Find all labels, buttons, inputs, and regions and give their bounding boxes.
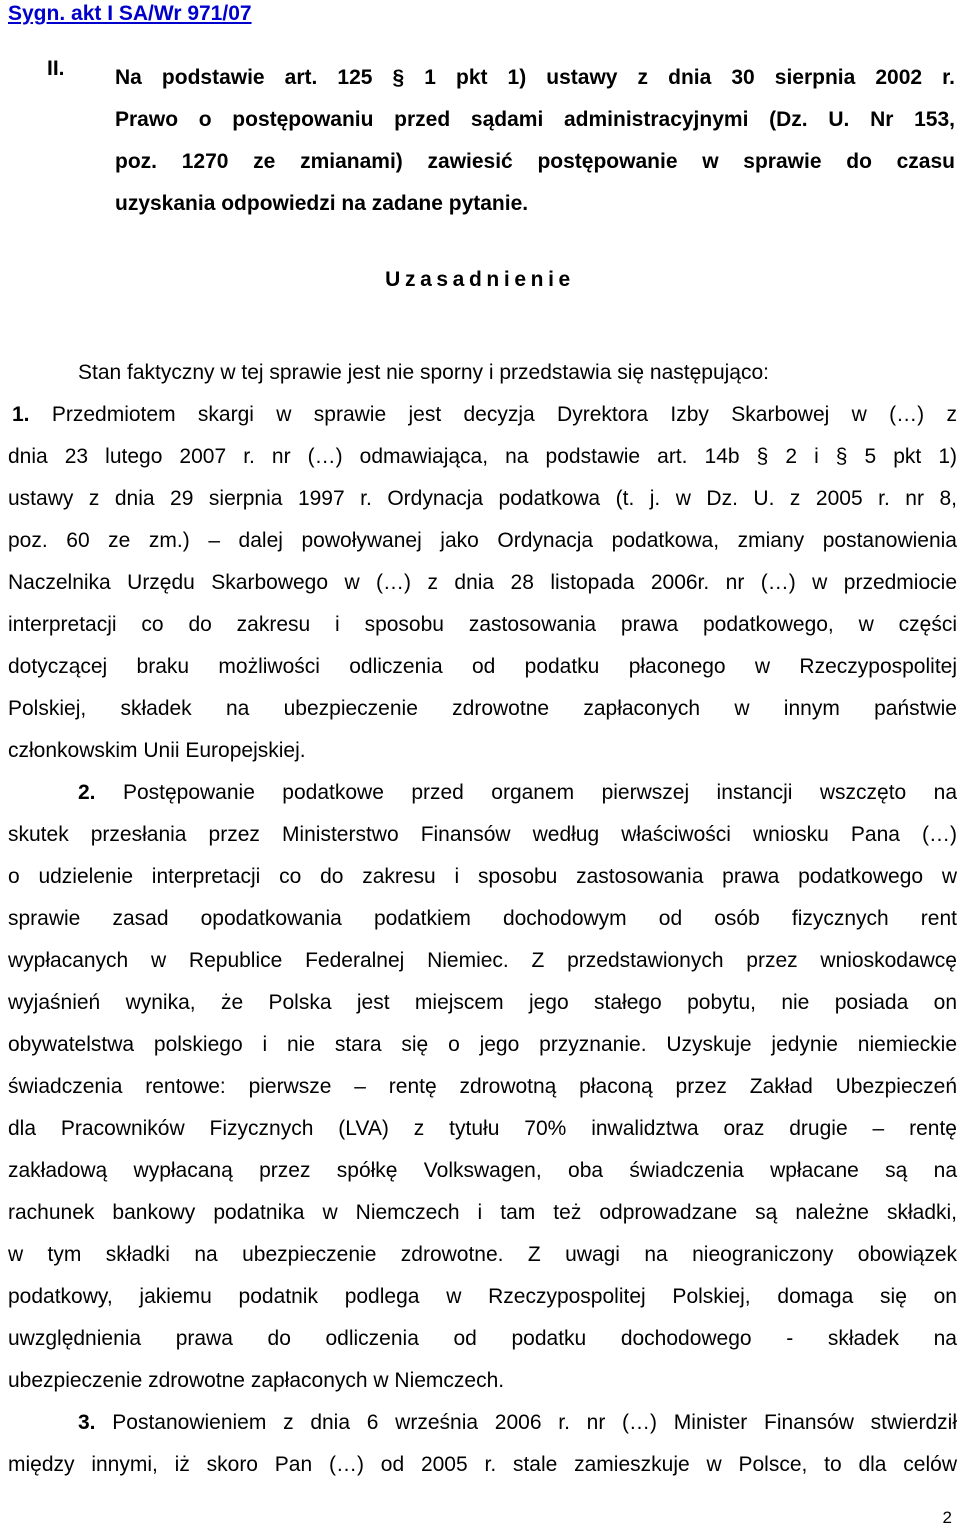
paragraph-1-line: ustawy z dnia 29 sierpnia 1997 r. Ordynacja podatkowa (t. j. w Dz. U. z 2005 r. nr 8, <box>8 487 957 510</box>
paragraph-number: 3. <box>78 1411 96 1434</box>
document-body <box>8 352 957 1486</box>
paragraph-2-line: uwzględnienia prawa do odliczenia od podatku dochodowego - składek na <box>8 1327 957 1350</box>
paragraph-2-line: rachunek bankowy podatnika w Niemczech i tam też odprowadzane są należne składki, <box>8 1201 957 1224</box>
paragraph-2-line: zakładową wypłacaną przez spółkę Volkswagen, oba świadczenia wpłacane są na <box>8 1159 957 1182</box>
section-ii-line: poz. 1270 ze zmianami) zawiesić postępowanie w sprawie do czasu <box>115 150 955 173</box>
section-ii-line: Na podstawie art. 125 § 1 pkt 1) ustawy z dnia 30 sierpnia 2002 r. <box>115 66 955 89</box>
paragraph-2-line: sprawie zasad opodatkowania podatkiem dochodowym od osób fizycznych rent <box>8 907 957 930</box>
paragraph-1-line: dnia 23 lutego 2007 r. nr (…) odmawiająca, na podstawie art. 14b § 2 i § 5 pkt 1) <box>8 445 957 468</box>
case-signature: Sygn. akt I SA/Wr 971/07 <box>8 2 252 25</box>
paragraph-1-line: poz. 60 ze zm.) – dalej powoływanej jako Ordynacja podatkowa, zmiany postanowienia <box>8 529 957 552</box>
paragraph-2-line: podatkowy, jakiemu podatnik podlega w Rzeczypospolitej Polskiej, domaga się on <box>8 1285 957 1308</box>
paragraph-3-first-text: Postanowieniem z dnia 6 września 2006 r. nr (…) Minister Finansów stwierdził <box>112 1411 957 1434</box>
paragraph-3-first-line <box>8 1402 957 1444</box>
paragraph-2-first-text: Postępowanie podatkowe przed organem pierwszej instancji wszczęto na <box>122 781 957 804</box>
paragraph-2-line: skutek przesłania przez Ministerstwo Finansów według właściwości wniosku Pana (…) <box>8 823 957 846</box>
paragraph-2-line: świadczenia rentowe: pierwsze – rentę zdrowotną płaconą przez Zakład Ubezpieczeń <box>8 1075 957 1098</box>
paragraph-2-line: w tym składki na ubezpieczenie zdrowotne. Z uwagi na nieograniczony obowiązek <box>8 1243 957 1266</box>
paragraph-2-line: wypłacanych w Republice Federalnej Niemiec. Z przedstawionych przez wnioskodawcę <box>8 949 957 972</box>
paragraph-1-first-line <box>8 394 957 436</box>
section-ii-text <box>115 57 955 225</box>
paragraph-1-line: dotyczącej braku możliwości odliczenia od podatku płaconego w Rzeczypospolitej <box>8 655 957 678</box>
paragraph-1-line: członkowskim Unii Europejskiej. <box>8 739 306 762</box>
paragraph-2-line: obywatelstwa polskiego i nie stara się o jego przyznanie. Uzyskuje jedynie niemieckie <box>8 1033 957 1056</box>
paragraph-2-line: dla Pracowników Fizycznych (LVA) z tytułu 70% inwalidztwa oraz drugie – rentę <box>8 1117 957 1140</box>
section-numeral: II. <box>47 57 65 80</box>
intro-line: Stan faktyczny w tej sprawie jest nie sporny i przedstawia się następująco: <box>78 361 770 384</box>
paragraph-2-line: ubezpieczenie zdrowotne zapłaconych w Niemczech. <box>8 1369 505 1392</box>
section-ii-line: uzyskania odpowiedzi na zadane pytanie. <box>115 192 529 215</box>
paragraph-2-line: o udzielenie interpretacji co do zakresu i sposobu zastosowania prawa podatkowego w <box>8 865 957 888</box>
justification-heading: Uzasadnienie <box>385 268 575 291</box>
paragraph-3-line: między innymi, iż skoro Pan (…) od 2005 r. stale zamieszkuje w Polsce, to dla celów <box>8 1453 957 1476</box>
paragraph-1-first-text: Przedmiotem skargi w sprawie jest decyzja Dyrektora Izby Skarbowej w (…) z <box>51 403 957 426</box>
paragraph-number: 2. <box>78 781 96 804</box>
paragraph-1-line: Naczelnika Urzędu Skarbowego w (…) z dnia 28 listopada 2006r. nr (…) w przedmiocie <box>8 571 957 594</box>
paragraph-1-line: Polskiej, składek na ubezpieczenie zdrowotne zapłaconych w innym państwie <box>8 697 957 720</box>
paragraph-2-first-line <box>8 772 957 814</box>
paragraph-number: 1. <box>12 403 30 426</box>
paragraph-2-line: wyjaśnień wynika, że Polska jest miejscem jego stałego pobytu, nie posiada on <box>8 991 957 1014</box>
page-number: 2 <box>942 1508 952 1527</box>
section-ii-line: Prawo o postępowaniu przed sądami administracyjnymi (Dz. U. Nr 153, <box>115 108 955 131</box>
paragraph-1-line: interpretacji co do zakresu i sposobu zastosowania prawa podatkowego, w części <box>8 613 957 636</box>
